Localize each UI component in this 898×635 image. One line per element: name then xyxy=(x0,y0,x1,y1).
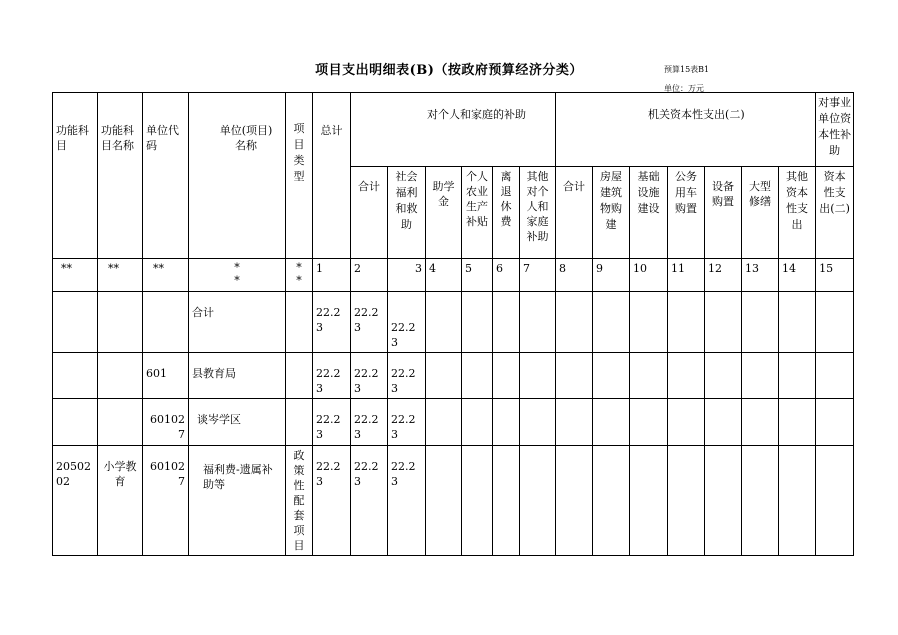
social-welfare-cell: 22.23 xyxy=(388,446,426,556)
total-cell: 22.23 xyxy=(313,446,351,556)
unit-code-cell: 601027 xyxy=(143,399,189,446)
index-cell: 11 xyxy=(668,259,705,292)
index-cell: 4 xyxy=(426,259,462,292)
budget-table xyxy=(52,92,854,556)
index-cell: * * xyxy=(286,259,313,292)
index-row xyxy=(53,259,854,292)
unit-code-cell: 601 xyxy=(143,353,189,399)
func-name-cell xyxy=(98,353,143,399)
index-cell: * * xyxy=(189,259,286,292)
index-cell: 3 xyxy=(388,259,426,292)
header-vehicle: 公务用车购置 xyxy=(668,167,705,259)
func-name-cell xyxy=(98,292,143,353)
header-other-capital: 其他资本性支出 xyxy=(779,167,816,259)
header-enterprise-capital: 资本性支出(二) xyxy=(816,167,854,259)
personal-total-cell: 22.23 xyxy=(351,353,388,399)
index-cell: 13 xyxy=(742,259,779,292)
total-cell: 22.23 xyxy=(313,353,351,399)
header-personal-group: 对个人和家庭的补助 xyxy=(351,93,556,167)
index-cell: ** xyxy=(53,259,98,292)
index-cell: 10 xyxy=(630,259,668,292)
header-proj-type: 项目类型 xyxy=(286,93,313,259)
func-name-cell: 小学教育 xyxy=(98,446,143,556)
social-welfare-cell: 22.23 xyxy=(388,399,426,446)
header-repair: 大型修缮 xyxy=(742,167,779,259)
header-unit-code: 单位代码 xyxy=(143,93,189,259)
proj-type-cell xyxy=(286,292,313,353)
total-cell: 22.23 xyxy=(313,399,351,446)
proj-type-cell xyxy=(286,353,313,399)
header-housing: 房屋建筑物购建 xyxy=(593,167,630,259)
social-welfare-cell: 22.23 xyxy=(388,292,426,353)
unit-name-cell: 福利费-遗属补助等 xyxy=(189,446,286,556)
unit-label: 单位：万元 xyxy=(664,84,704,93)
table-row xyxy=(53,399,854,446)
header-other-personal: 其他对个人和家庭补助 xyxy=(520,167,556,259)
header-func-code: 功能科目 xyxy=(53,93,98,259)
total-cell: 22.23 xyxy=(313,292,351,353)
header-enterprise-group: 对事业单位资本性补助 xyxy=(816,93,854,167)
func-code-cell xyxy=(53,292,98,353)
header-farm-subsidy: 个人农业生产补贴 xyxy=(462,167,493,259)
header-student-aid: 助学金 xyxy=(426,167,462,259)
page-title: 项目支出明细表(B)（按政府预算经济分类） xyxy=(315,63,583,78)
unit-name-cell: 合计 xyxy=(189,292,286,353)
form-number: 预算15表B1 xyxy=(664,65,710,74)
index-cell: ** xyxy=(98,259,143,292)
header-total: 总计 xyxy=(313,93,351,259)
func-name-cell xyxy=(98,399,143,446)
index-cell: 14 xyxy=(779,259,816,292)
func-code-cell xyxy=(53,399,98,446)
index-cell: 15 xyxy=(816,259,854,292)
unit-name-cell: 谈岑学区 xyxy=(189,399,286,446)
table-row xyxy=(53,292,854,353)
personal-total-cell: 22.23 xyxy=(351,446,388,556)
unit-code-cell xyxy=(143,292,189,353)
header-infra: 基础设施建设 xyxy=(630,167,668,259)
func-code-cell: 2050202 xyxy=(53,446,98,556)
index-cell: 8 xyxy=(556,259,593,292)
index-cell: 12 xyxy=(705,259,742,292)
proj-type-cell xyxy=(286,399,313,446)
proj-type-cell: 政策性配套项目 xyxy=(286,446,313,556)
table-row xyxy=(53,353,854,399)
table-row xyxy=(53,446,854,556)
personal-total-cell: 22.23 xyxy=(351,292,388,353)
index-cell: 1 xyxy=(313,259,351,292)
index-cell: 5 xyxy=(462,259,493,292)
header-row-1 xyxy=(53,93,854,167)
unit-code-cell: 601027 xyxy=(143,446,189,556)
index-cell: 7 xyxy=(520,259,556,292)
index-cell: 2 xyxy=(351,259,388,292)
personal-total-cell: 22.23 xyxy=(351,399,388,446)
header-func-name: 功能科目名称 xyxy=(98,93,143,259)
header-personal-total: 合计 xyxy=(351,167,388,259)
social-welfare-cell: 22.23 xyxy=(388,353,426,399)
index-cell: 6 xyxy=(493,259,520,292)
index-cell: ** xyxy=(143,259,189,292)
header-unit-name: 单位(项目)名称 xyxy=(189,93,286,259)
unit-name-cell: 县教育局 xyxy=(189,353,286,399)
header-capital-group: 机关资本性支出(二) xyxy=(556,93,816,167)
header-equipment: 设备购置 xyxy=(705,167,742,259)
header-capital-total: 合计 xyxy=(556,167,593,259)
index-cell: 9 xyxy=(593,259,630,292)
func-code-cell xyxy=(53,353,98,399)
header-social-welfare: 社会福利和救助 xyxy=(388,167,426,259)
header-retirement: 离退休费 xyxy=(493,167,520,259)
